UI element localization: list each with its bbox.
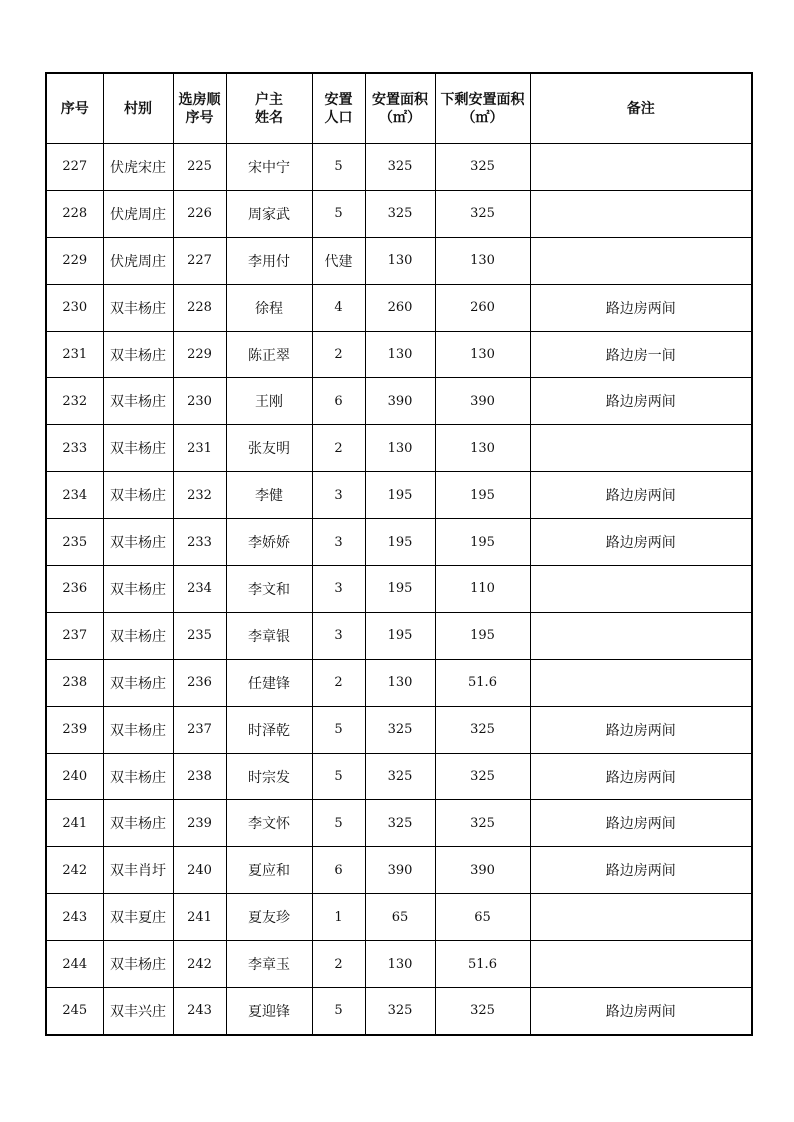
cell-householder: 任建锋 xyxy=(226,659,312,706)
cell-selection-order: 238 xyxy=(173,753,226,800)
cell-village: 双丰夏庄 xyxy=(103,894,173,941)
cell-area: 130 xyxy=(365,237,435,284)
cell-selection-order: 233 xyxy=(173,519,226,566)
table-row xyxy=(46,894,752,941)
cell-population: 5 xyxy=(312,190,365,237)
cell-population: 3 xyxy=(312,612,365,659)
resettlement-table xyxy=(45,72,753,1036)
cell-area: 195 xyxy=(365,519,435,566)
cell-remarks xyxy=(530,237,752,284)
cell-population: 5 xyxy=(312,988,365,1035)
cell-village: 双丰杨庄 xyxy=(103,800,173,847)
cell-area: 325 xyxy=(365,753,435,800)
cell-population: 1 xyxy=(312,894,365,941)
cell-seq: 245 xyxy=(46,988,103,1035)
cell-householder: 李章银 xyxy=(226,612,312,659)
cell-selection-order: 235 xyxy=(173,612,226,659)
cell-population: 2 xyxy=(312,941,365,988)
cell-area: 325 xyxy=(365,190,435,237)
cell-area: 390 xyxy=(365,378,435,425)
cell-selection-order: 239 xyxy=(173,800,226,847)
table-row xyxy=(46,941,752,988)
cell-village: 双丰杨庄 xyxy=(103,284,173,331)
cell-remaining-area: 390 xyxy=(435,847,530,894)
cell-remarks: 路边房两间 xyxy=(530,800,752,847)
cell-seq: 244 xyxy=(46,941,103,988)
cell-area: 195 xyxy=(365,566,435,613)
cell-remaining-area: 51.6 xyxy=(435,659,530,706)
cell-remarks: 路边房两间 xyxy=(530,988,752,1035)
header-row xyxy=(46,73,752,144)
cell-area: 195 xyxy=(365,472,435,519)
table-row xyxy=(46,706,752,753)
cell-population: 3 xyxy=(312,472,365,519)
cell-remaining-area: 325 xyxy=(435,753,530,800)
cell-remaining-area: 110 xyxy=(435,566,530,613)
table-row xyxy=(46,753,752,800)
cell-seq: 235 xyxy=(46,519,103,566)
cell-householder: 李文和 xyxy=(226,566,312,613)
cell-selection-order: 231 xyxy=(173,425,226,472)
cell-village: 双丰杨庄 xyxy=(103,519,173,566)
table-row xyxy=(46,612,752,659)
cell-remaining-area: 51.6 xyxy=(435,941,530,988)
cell-population: 2 xyxy=(312,659,365,706)
cell-seq: 238 xyxy=(46,659,103,706)
cell-area: 130 xyxy=(365,425,435,472)
cell-selection-order: 230 xyxy=(173,378,226,425)
table-row xyxy=(46,800,752,847)
col-header-village: 村别 xyxy=(103,73,173,144)
cell-seq: 231 xyxy=(46,331,103,378)
cell-village: 伏虎周庄 xyxy=(103,237,173,284)
table-row xyxy=(46,144,752,191)
cell-remaining-area: 390 xyxy=(435,378,530,425)
cell-remaining-area: 195 xyxy=(435,612,530,659)
cell-remaining-area: 325 xyxy=(435,144,530,191)
cell-population: 5 xyxy=(312,800,365,847)
cell-remaining-area: 325 xyxy=(435,706,530,753)
cell-householder: 李文怀 xyxy=(226,800,312,847)
cell-remarks xyxy=(530,941,752,988)
cell-seq: 237 xyxy=(46,612,103,659)
cell-remarks: 路边房两间 xyxy=(530,847,752,894)
cell-selection-order: 240 xyxy=(173,847,226,894)
cell-area: 130 xyxy=(365,331,435,378)
cell-remaining-area: 130 xyxy=(435,237,530,284)
table-row xyxy=(46,378,752,425)
table-row xyxy=(46,566,752,613)
cell-village: 伏虎宋庄 xyxy=(103,144,173,191)
cell-seq: 229 xyxy=(46,237,103,284)
cell-area: 390 xyxy=(365,847,435,894)
cell-village: 双丰杨庄 xyxy=(103,659,173,706)
cell-area: 195 xyxy=(365,612,435,659)
cell-remarks xyxy=(530,425,752,472)
cell-seq: 228 xyxy=(46,190,103,237)
cell-seq: 234 xyxy=(46,472,103,519)
cell-remaining-area: 130 xyxy=(435,331,530,378)
cell-householder: 王刚 xyxy=(226,378,312,425)
cell-seq: 233 xyxy=(46,425,103,472)
table-row xyxy=(46,519,752,566)
cell-seq: 230 xyxy=(46,284,103,331)
cell-area: 260 xyxy=(365,284,435,331)
cell-selection-order: 237 xyxy=(173,706,226,753)
cell-remarks: 路边房两间 xyxy=(530,284,752,331)
cell-remaining-area: 260 xyxy=(435,284,530,331)
cell-village: 双丰杨庄 xyxy=(103,706,173,753)
cell-area: 325 xyxy=(365,144,435,191)
cell-householder: 时宗发 xyxy=(226,753,312,800)
cell-remarks xyxy=(530,894,752,941)
col-header-population: 安置 人口 xyxy=(312,73,365,144)
cell-selection-order: 241 xyxy=(173,894,226,941)
col-header-remaining-area: 下剩安置面积 （㎡） xyxy=(435,73,530,144)
cell-village: 双丰杨庄 xyxy=(103,612,173,659)
col-header-seq: 序号 xyxy=(46,73,103,144)
cell-village: 伏虎周庄 xyxy=(103,190,173,237)
cell-population: 4 xyxy=(312,284,365,331)
cell-selection-order: 225 xyxy=(173,144,226,191)
cell-area: 325 xyxy=(365,988,435,1035)
table-row xyxy=(46,331,752,378)
cell-area: 130 xyxy=(365,941,435,988)
cell-population: 6 xyxy=(312,847,365,894)
cell-population: 2 xyxy=(312,331,365,378)
cell-remarks: 路边房一间 xyxy=(530,331,752,378)
cell-householder: 陈正翠 xyxy=(226,331,312,378)
cell-village: 双丰杨庄 xyxy=(103,566,173,613)
cell-selection-order: 243 xyxy=(173,988,226,1035)
cell-householder: 夏迎锋 xyxy=(226,988,312,1035)
cell-seq: 241 xyxy=(46,800,103,847)
cell-population: 6 xyxy=(312,378,365,425)
cell-village: 双丰杨庄 xyxy=(103,753,173,800)
cell-householder: 李健 xyxy=(226,472,312,519)
cell-seq: 232 xyxy=(46,378,103,425)
cell-remarks xyxy=(530,144,752,191)
cell-remarks: 路边房两间 xyxy=(530,472,752,519)
cell-householder: 李娇娇 xyxy=(226,519,312,566)
cell-population: 5 xyxy=(312,706,365,753)
cell-population: 5 xyxy=(312,144,365,191)
cell-remarks xyxy=(530,612,752,659)
table-row xyxy=(46,847,752,894)
cell-population: 3 xyxy=(312,519,365,566)
cell-householder: 夏应和 xyxy=(226,847,312,894)
cell-seq: 242 xyxy=(46,847,103,894)
cell-village: 双丰肖圩 xyxy=(103,847,173,894)
cell-seq: 239 xyxy=(46,706,103,753)
table-row xyxy=(46,190,752,237)
cell-remarks: 路边房两间 xyxy=(530,753,752,800)
cell-population: 2 xyxy=(312,425,365,472)
cell-population: 代建 xyxy=(312,237,365,284)
cell-village: 双丰杨庄 xyxy=(103,472,173,519)
table-row xyxy=(46,237,752,284)
col-header-remarks: 备注 xyxy=(530,73,752,144)
cell-village: 双丰杨庄 xyxy=(103,331,173,378)
cell-remaining-area: 130 xyxy=(435,425,530,472)
table-row xyxy=(46,425,752,472)
cell-seq: 243 xyxy=(46,894,103,941)
col-header-selection-order: 选房顺 序号 xyxy=(173,73,226,144)
cell-area: 325 xyxy=(365,706,435,753)
cell-remarks xyxy=(530,566,752,613)
table-row xyxy=(46,472,752,519)
cell-householder: 周家武 xyxy=(226,190,312,237)
cell-remarks: 路边房两间 xyxy=(530,519,752,566)
cell-selection-order: 227 xyxy=(173,237,226,284)
cell-householder: 李用付 xyxy=(226,237,312,284)
cell-remarks: 路边房两间 xyxy=(530,378,752,425)
table-body xyxy=(46,144,752,1035)
cell-village: 双丰杨庄 xyxy=(103,425,173,472)
table-row xyxy=(46,988,752,1035)
cell-remaining-area: 195 xyxy=(435,519,530,566)
cell-householder: 徐程 xyxy=(226,284,312,331)
cell-village: 双丰兴庄 xyxy=(103,988,173,1035)
cell-remaining-area: 325 xyxy=(435,800,530,847)
cell-population: 5 xyxy=(312,753,365,800)
cell-householder: 李章玉 xyxy=(226,941,312,988)
cell-householder: 宋中宁 xyxy=(226,144,312,191)
cell-area: 325 xyxy=(365,800,435,847)
cell-selection-order: 229 xyxy=(173,331,226,378)
cell-remaining-area: 195 xyxy=(435,472,530,519)
cell-householder: 张友明 xyxy=(226,425,312,472)
table-row xyxy=(46,659,752,706)
col-header-area: 安置面积 （㎡） xyxy=(365,73,435,144)
cell-seq: 236 xyxy=(46,566,103,613)
cell-seq: 227 xyxy=(46,144,103,191)
cell-seq: 240 xyxy=(46,753,103,800)
cell-village: 双丰杨庄 xyxy=(103,378,173,425)
cell-selection-order: 228 xyxy=(173,284,226,331)
cell-remarks xyxy=(530,190,752,237)
cell-remaining-area: 325 xyxy=(435,988,530,1035)
cell-selection-order: 242 xyxy=(173,941,226,988)
cell-selection-order: 236 xyxy=(173,659,226,706)
cell-remarks xyxy=(530,659,752,706)
cell-area: 130 xyxy=(365,659,435,706)
cell-householder: 时泽乾 xyxy=(226,706,312,753)
cell-selection-order: 234 xyxy=(173,566,226,613)
cell-village: 双丰杨庄 xyxy=(103,941,173,988)
cell-selection-order: 232 xyxy=(173,472,226,519)
col-header-householder: 户主 姓名 xyxy=(226,73,312,144)
cell-area: 65 xyxy=(365,894,435,941)
cell-remarks: 路边房两间 xyxy=(530,706,752,753)
cell-selection-order: 226 xyxy=(173,190,226,237)
cell-householder: 夏友珍 xyxy=(226,894,312,941)
cell-population: 3 xyxy=(312,566,365,613)
cell-remaining-area: 65 xyxy=(435,894,530,941)
table-row xyxy=(46,284,752,331)
cell-remaining-area: 325 xyxy=(435,190,530,237)
